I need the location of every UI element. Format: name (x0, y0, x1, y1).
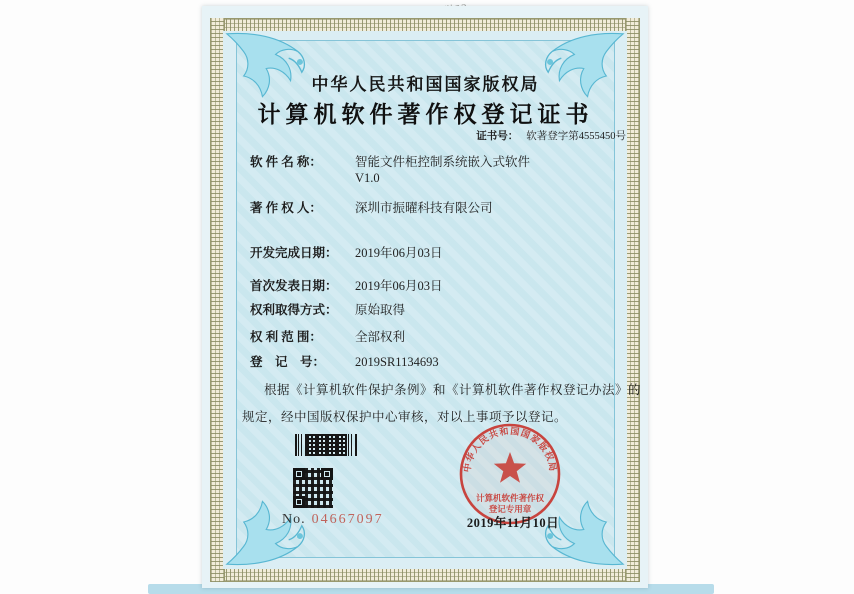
certificate-number (476, 128, 626, 143)
issuer-title: 中华人民共和国国家版权局 (311, 75, 540, 94)
certificate-content (202, 6, 648, 588)
field-software-name (250, 152, 530, 170)
certificate-number-label: 证书号： (476, 131, 519, 142)
qr-finder (321, 468, 333, 480)
field-value: 2019SR1134693 (355, 355, 439, 369)
field-value: 智能文件柜控制系统嵌入式软件 (355, 155, 531, 169)
seal-text-line1: 计算机软件著作权 (475, 493, 545, 503)
qr-finder (293, 468, 305, 480)
serial-number (282, 512, 384, 528)
issue-date: 2019年11月10日 (466, 516, 560, 530)
serial-value: 04667097 (311, 512, 384, 527)
barcode-icon (295, 434, 357, 456)
field-label: 权利取得方式： (250, 303, 338, 317)
field-software-version: V1.0 (355, 171, 380, 185)
certificate-number-value: 软著登字第4555450号 (526, 131, 626, 142)
statement-line-1: 根据《计算机软件保护条例》和《计算机软件著作权登记办法》的 (264, 383, 642, 397)
field-value: 深圳市振曜科技有限公司 (355, 201, 493, 215)
field-value: 原始取得 (355, 303, 406, 317)
field-dev-complete-date (250, 243, 443, 261)
field-label: 权 利 范 围： (250, 330, 322, 344)
statement-line-2: 规定，经中国版权保护中心审核，对以上事项予以登记。 (242, 410, 568, 424)
field-label: 开发完成日期： (250, 246, 338, 260)
certificate-page (202, 6, 648, 588)
field-rights-scope (250, 327, 405, 345)
certificate-title: 计算机软件著作权登记证书 (257, 102, 594, 127)
field-copyright-owner (250, 198, 493, 216)
field-first-publish-date (250, 276, 443, 294)
official-seal-icon (458, 422, 562, 526)
seal-ring-text: 中华人民共和国国家版权局 (461, 425, 559, 473)
qr-code-icon (293, 468, 333, 508)
seal-text-line2: 登记专用章 (488, 504, 532, 514)
serial-label: No. (282, 512, 306, 527)
field-label: 首次发表日期： (250, 279, 338, 293)
qr-finder (293, 496, 305, 508)
field-value: 2019年06月03日 (355, 246, 443, 260)
field-label: 软 件 名 称： (250, 155, 322, 169)
field-label: 著 作 权 人： (250, 201, 322, 215)
field-value: 2019年06月03日 (355, 279, 443, 293)
barcode-core (306, 434, 346, 456)
field-registration-number (250, 352, 439, 370)
field-rights-acquisition (250, 300, 405, 318)
field-label: 登 记 号： (250, 355, 326, 369)
field-value: 全部权利 (355, 330, 406, 344)
